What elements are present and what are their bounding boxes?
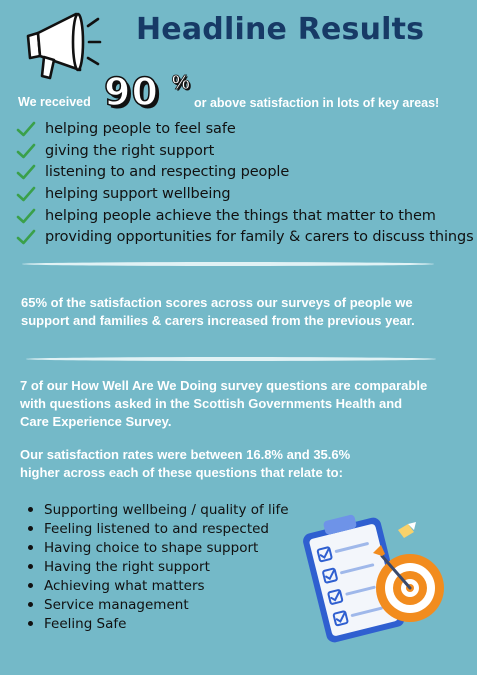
paragraph-line: Our satisfaction rates were between 16.8% and 35.6% (20, 447, 351, 462)
check-icon (16, 208, 36, 224)
bullet-dot (28, 621, 33, 626)
list-item (28, 557, 289, 576)
list-item-label: Achieving what matters (44, 577, 205, 594)
divider (22, 262, 434, 266)
megaphone-icon (20, 6, 102, 80)
satisfaction-highlight (18, 70, 477, 120)
list-item-label: Feeling Safe (44, 615, 127, 632)
list-item-label: Service management (44, 596, 189, 613)
bullet-dot (28, 583, 33, 588)
list-item (28, 519, 289, 538)
checklist-item (16, 140, 474, 162)
list-item-label: Having choice to shape support (44, 539, 259, 556)
percent-sign: % (172, 72, 190, 94)
paragraph-line: Care Experience Survey. (20, 414, 172, 429)
check-icon (16, 186, 36, 202)
checklist-item (16, 118, 474, 140)
checklist-item (16, 183, 474, 205)
clipboard-target-icon (302, 510, 452, 645)
question-topics-list (28, 500, 289, 633)
list-item (28, 614, 289, 633)
check-icon (16, 121, 36, 137)
highlight-prefix: We received (18, 95, 91, 109)
bullet-dot (28, 602, 33, 607)
list-item (28, 500, 289, 519)
checklist-item (16, 161, 474, 183)
checklist-item-label: helping people achieve the things that matter to them (45, 207, 436, 224)
bullet-dot (28, 507, 33, 512)
checklist-item-label: helping support wellbeing (45, 185, 231, 202)
checklist-item-label: providing opportunities for family & carers to discuss things (45, 229, 474, 246)
check-icon (16, 164, 36, 180)
list-item (28, 595, 289, 614)
checklist-item (16, 205, 474, 227)
checklist-item-label: helping people to feel safe (45, 120, 236, 137)
satisfaction-increase-paragraph (21, 294, 415, 330)
checklist-item-label: giving the right support (45, 142, 215, 159)
check-icon (16, 143, 36, 159)
paragraph-line: higher across each of these questions that relate to: (20, 465, 343, 480)
key-areas-checklist (16, 118, 474, 248)
list-item-label: Having the right support (44, 558, 210, 575)
paragraph-line: with questions asked in the Scottish Governments Health and (20, 396, 403, 411)
bullet-dot (28, 526, 33, 531)
bullet-dot (28, 545, 33, 550)
paragraph-line: 7 of our How Well Are We Doing survey questions are comparable (20, 378, 428, 393)
checklist-item (16, 226, 474, 248)
list-item (28, 538, 289, 557)
list-item-label: Feeling listened to and respected (44, 520, 270, 537)
checklist-item-label: listening to and respecting people (45, 164, 290, 181)
list-item (28, 576, 289, 595)
satisfaction-rates-paragraph (20, 446, 350, 482)
divider (26, 357, 436, 361)
survey-comparison-paragraph (20, 377, 427, 431)
highlight-suffix: or above satisfaction in lots of key areas! (194, 96, 440, 110)
page-title: Headline Results (136, 12, 425, 47)
paragraph-line: 65% of the satisfaction scores across our surveys of people we (21, 295, 413, 310)
paragraph-line: support and families & carers increased from the previous year. (21, 313, 415, 328)
big-percentage-number: 90 (104, 70, 159, 114)
bullet-dot (28, 564, 33, 569)
list-item-label: Supporting wellbeing / quality of life (44, 501, 289, 518)
check-icon (16, 229, 36, 245)
